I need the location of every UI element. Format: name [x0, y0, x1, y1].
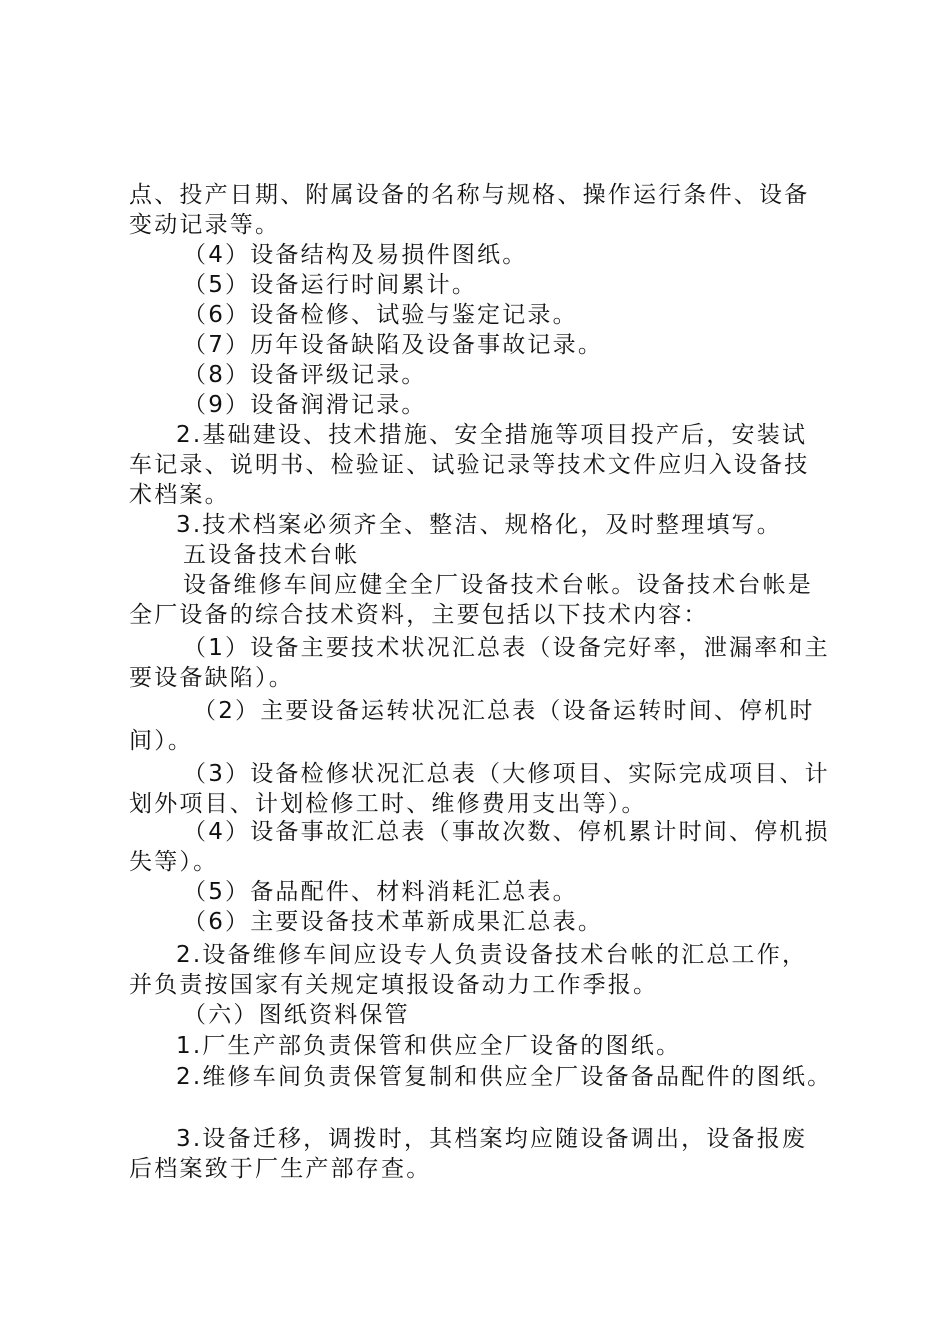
text-line: （2）主要设备运转状况汇总表（设备运转时间、停机时 [193, 698, 815, 724]
text-line: 2.基础建设、技术措施、安全措施等项目投产后，安装试 [176, 422, 808, 448]
text-line: 后档案致于厂生产部存查。 [129, 1156, 432, 1182]
text-line: （4）设备结构及易损件图纸。 [183, 242, 528, 268]
section-heading: 五设备技术台帐 [183, 542, 360, 568]
text-line: （5）设备运行时间累计。 [183, 272, 478, 298]
text-line: 变动记录等。 [129, 212, 281, 238]
section-heading: （六）图纸资料保管 [183, 1002, 410, 1028]
text-line: （4）设备事故汇总表（事故次数、停机累计时间、停机损 [183, 819, 830, 845]
text-line: 全厂设备的综合技术资料，主要包括以下技术内容： [129, 602, 709, 628]
text-line: （6）设备检修、试验与鉴定记录。 [183, 302, 578, 328]
text-line: （3）设备检修状况汇总表（大修项目、实际完成项目、计 [183, 761, 830, 787]
text-line: 2.维修车间负责保管复制和供应全厂设备备品配件的图纸。 [176, 1064, 833, 1090]
text-line: （8）设备评级记录。 [183, 362, 427, 388]
text-line: 术档案。 [129, 482, 230, 508]
text-line: （5）备品配件、材料消耗汇总表。 [183, 879, 578, 905]
text-line: 失等）。 [129, 849, 219, 875]
text-line: （6）主要设备技术革新成果汇总表。 [183, 909, 604, 935]
text-line: 并负责按国家有关规定填报设备动力工作季报。 [129, 972, 659, 998]
text-line: （7）历年设备缺陷及设备事故记录。 [183, 332, 604, 358]
text-line: 1.厂生产部负责保管和供应全厂设备的图纸。 [176, 1033, 682, 1059]
text-line: 3.设备迁移，调拨时，其档案均应随设备调出，设备报废 [176, 1126, 808, 1152]
text-line: 2.设备维修车间应设专人负责设备技术台帐的汇总工作， [176, 942, 808, 968]
text-line: 设备维修车间应健全全厂设备技术台帐。设备技术台帐是 [183, 572, 813, 598]
text-line: 划外项目、计划检修工时、维修费用支出等）。 [129, 791, 647, 817]
text-line: 间）。 [129, 728, 194, 754]
text-line: 点、投产日期、附属设备的名称与规格、操作运行条件、设备 [129, 182, 810, 208]
text-line: （1）设备主要技术状况汇总表（设备完好率，泄漏率和主 [183, 635, 830, 661]
text-line: （9）设备润滑记录。 [183, 392, 427, 418]
text-line: 要设备缺陷）。 [129, 665, 294, 691]
text-line: 车记录、说明书、检验证、试验记录等技术文件应归入设备技 [129, 452, 810, 478]
text-line: 3.技术档案必须齐全、整洁、规格化，及时整理填写。 [176, 512, 782, 538]
